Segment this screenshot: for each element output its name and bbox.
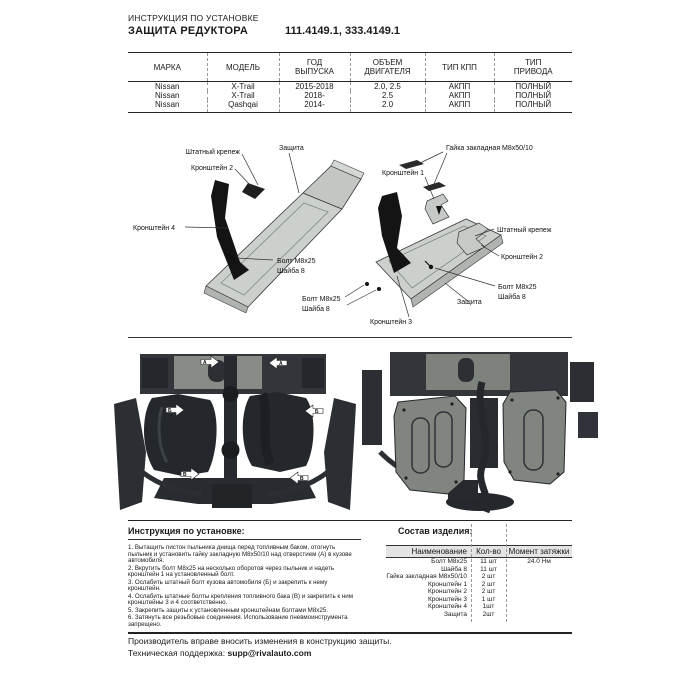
fitment-row xyxy=(128,100,572,113)
parts-cell-torque: 24.0 Нм xyxy=(527,558,551,565)
fitment-cell-model: Qashqai xyxy=(207,100,279,113)
photo-underbody-before xyxy=(112,352,358,520)
marker-letter-a: А xyxy=(279,361,283,367)
parts-row xyxy=(386,596,572,604)
parts-cell-qty: 1 шт xyxy=(481,595,496,603)
parts-cell-qty: 1шт xyxy=(482,603,495,610)
parts-header-row xyxy=(386,546,572,558)
fitment-cell-engine: 2.0, 2.5 xyxy=(350,82,425,92)
parts-cell-qty: 11 шт xyxy=(480,565,497,573)
parts-title: Состав изделия: xyxy=(398,526,473,536)
diagram-label-bracket-4: Кронштейн 4 xyxy=(133,225,175,232)
fitment-cell-year: 2015-2018 xyxy=(279,82,350,92)
parts-cell-name: Кронштейн 4 xyxy=(428,603,467,610)
fitment-cell-engine: 2.0 xyxy=(350,100,425,113)
divider-line xyxy=(128,632,572,634)
guard-assembly-right xyxy=(376,160,503,307)
fitment-cell-gearbox: АКПП xyxy=(425,91,494,100)
fitment-cell-engine: 2.5 xyxy=(350,91,425,100)
instruction-step: 1. Вытащить пистон пыльника днища перед топливным баком, отогнуть пыльник и установить гайку закладную M8x50/10 над отверстием (А) в кузове автомобиля. xyxy=(128,544,352,564)
parts-cell-name: Гайка закладная M8x50/10 xyxy=(386,573,467,580)
fitment-row xyxy=(128,91,572,100)
marker-letter-b: Б xyxy=(168,408,172,414)
parts-cell-torque xyxy=(506,573,572,581)
parts-cell-qty: 2 шт xyxy=(481,588,496,595)
instructions-title: Инструкция по установке: xyxy=(128,526,245,536)
support-line xyxy=(128,648,311,658)
doc-subtitle: ИНСТРУКЦИЯ ПО УСТАНОВКЕ xyxy=(128,13,259,23)
fitment-header-row xyxy=(128,53,572,82)
diagram-label-washer: Шайба 8 xyxy=(302,306,330,313)
diagram-label-bracket-1: Кронштейн 1 xyxy=(382,170,424,177)
underbody-installed-art xyxy=(362,352,598,512)
parts-row xyxy=(386,566,572,574)
photo-underbody-after xyxy=(360,352,606,520)
parts-cell-name: Защита xyxy=(443,610,467,618)
diagram-label-bolt: Болт M8x25 xyxy=(302,296,341,303)
fitment-cell-drive: ПОЛНЫЙ xyxy=(494,82,572,92)
parts-cell-torque xyxy=(506,611,572,619)
parts-row xyxy=(386,558,572,566)
parts-cell-qty: 11 шт xyxy=(480,558,497,565)
diagram-label-stock-fastener: Штатный крепеж xyxy=(497,227,552,234)
parts-cell-torque xyxy=(506,566,572,574)
bolt-mid-shape xyxy=(365,282,369,286)
instruction-step: 3. Ослабить штатный болт кузова автомобиля (Б) и закрепить к нему кронштейн. xyxy=(128,578,328,592)
diagram-label-washer: Шайба 8 xyxy=(498,294,526,301)
fitment-header-gearbox: ТИП КПП xyxy=(425,53,494,82)
fitment-header-model: МОДЕЛЬ xyxy=(207,53,279,82)
diagram-label-guard: Защита xyxy=(279,145,304,152)
fitment-header-brand: МАРКА xyxy=(128,53,207,82)
parts-cell-torque xyxy=(506,588,572,596)
fitment-cell-year: 2018- xyxy=(279,91,350,100)
clinch-nut-shape xyxy=(399,160,424,169)
bracket-4-shape xyxy=(211,180,249,280)
parts-cell-torque xyxy=(506,581,572,589)
parts-row xyxy=(386,573,572,581)
fitment-cell-drive: ПОЛНЫЙ xyxy=(494,100,572,113)
parts-cell-qty: 2 шт xyxy=(481,580,496,588)
parts-cell-name: Кронштейн 2 xyxy=(428,588,467,595)
fitment-cell-year: 2014- xyxy=(279,100,350,113)
instruction-step: 6. Затянуть все резьбовые соединения. Использование пневмоинструмента запрещено. xyxy=(128,614,348,628)
marker-letter-b: Б xyxy=(315,409,319,415)
bolt-mid-shape xyxy=(377,287,381,291)
parts-cell-name: Кронштейн 3 xyxy=(428,595,467,603)
instructions-underline xyxy=(128,539,361,540)
parts-cell-torque xyxy=(506,596,572,604)
parts-header-qty: Кол-во xyxy=(471,546,506,558)
diagram-label-bracket-2: Кронштейн 2 xyxy=(191,165,233,172)
instructions-list xyxy=(128,545,361,629)
parts-row xyxy=(386,611,572,619)
guard-assembly-left xyxy=(204,160,381,313)
instruction-step: 5. Закрепить защиты к установленным кронштейнам болтами M8x25. xyxy=(128,606,328,614)
part-numbers: 111.4149.1, 333.4149.1 xyxy=(285,25,401,37)
parts-table xyxy=(386,545,572,618)
diagram-label-bracket-2: Кронштейн 2 xyxy=(501,254,543,261)
parts-row xyxy=(386,581,572,589)
parts-row xyxy=(386,603,572,611)
fitment-cell-drive: ПОЛНЫЙ xyxy=(494,91,572,100)
marker-letter-c: В xyxy=(183,472,187,478)
diagram-label-clinch-nut: Гайка закладная M8x50/10 xyxy=(446,145,533,152)
diagram-label-stock-fastener: Штатный крепеж xyxy=(185,149,240,156)
fitment-cell-brand: Nissan xyxy=(155,100,180,109)
divider-line xyxy=(128,520,572,521)
fitment-header-engine: ОБЪЕМ ДВИГАТЕЛЯ xyxy=(350,53,425,82)
parts-row xyxy=(386,588,572,596)
fitment-cell-model: X-Trail xyxy=(207,82,279,92)
diagram-label-washer: Шайба 8 xyxy=(277,268,305,275)
fitment-cell-gearbox: АКПП xyxy=(425,100,494,113)
manufacturer-note: Производитель вправе вносить изменения в конструкцию защиты. xyxy=(128,636,392,646)
diagram-label-bolt: Болт M8x25 xyxy=(277,258,316,265)
doc-title: ЗАЩИТА РЕДУКТОРА xyxy=(128,25,248,37)
diagram-label-bolt: Болт M8x25 xyxy=(498,284,537,291)
marker-letter-a: А xyxy=(203,360,207,366)
underbody-art xyxy=(114,354,356,510)
fitment-cell-gearbox: АКПП xyxy=(425,82,494,92)
parts-column-divider xyxy=(471,524,472,622)
parts-header-name: Наименование xyxy=(386,546,471,558)
parts-cell-qty: 2 шт xyxy=(481,573,496,580)
fitment-row xyxy=(128,82,572,92)
divider-line xyxy=(128,337,572,338)
marker-letter-c: В xyxy=(300,476,304,482)
parts-cell-torque xyxy=(506,603,572,611)
parts-header-torque: Момент затяжки xyxy=(506,546,572,558)
parts-cell-qty: 2шт xyxy=(482,610,495,618)
parts-cell-name: Болт M8x25 xyxy=(431,558,467,565)
support-label: Техническая поддержка: xyxy=(128,648,226,658)
fitment-header-year: ГОД ВЫПУСКА xyxy=(279,53,350,82)
exploded-diagram xyxy=(128,136,572,336)
parts-cell-name: Кронштейн 1 xyxy=(428,580,467,588)
fitment-table xyxy=(128,52,572,113)
fitment-cell-model: X-Trail xyxy=(207,91,279,100)
fitment-cell-brand: Nissan xyxy=(155,82,180,91)
bracket-2-left-shape xyxy=(242,183,265,199)
parts-cell-name: Шайба 8 xyxy=(441,565,467,573)
support-email: supp@rivalauto.com xyxy=(227,648,312,658)
instruction-step: 4. Ослабить штатные болты крепления топливного бака (В) и закрепить к ним кронштейны 3 и 4 соответственно. xyxy=(128,592,353,606)
fitment-header-drive: ТИП ПРИВОДА xyxy=(494,53,572,82)
instruction-step: 2. Вкрутить болт M8x25 на несколько оборотов через пыльник и надеть кронштейн 1 на установленный болт. xyxy=(128,564,335,578)
fitment-cell-brand: Nissan xyxy=(155,91,180,100)
diagram-label-guard: Защита xyxy=(457,299,482,306)
parts-column-divider xyxy=(506,524,507,622)
diagram-label-bracket-3: Кронштейн 3 xyxy=(370,319,412,326)
